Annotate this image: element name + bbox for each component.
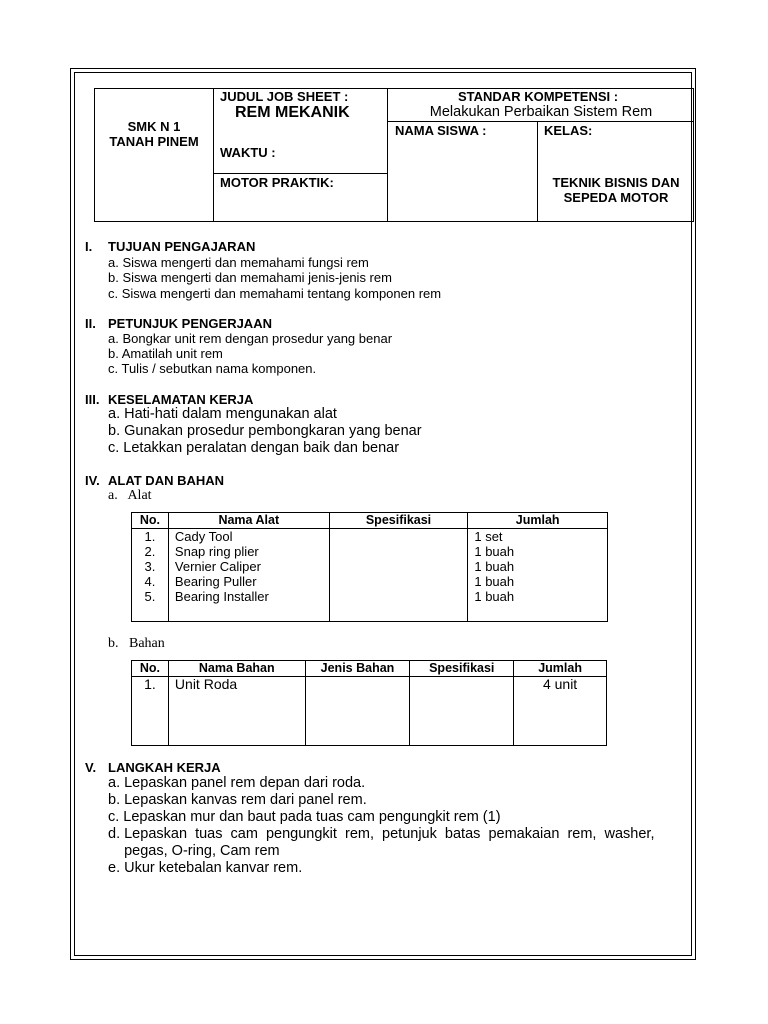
bahan-header-spesifikasi: Spesifikasi: [410, 661, 514, 677]
section-5-item: e. Ukur ketebalan kanvar rem.: [108, 860, 303, 876]
bahan-header-jumlah: Jumlah: [514, 661, 607, 677]
motor-praktik-label: MOTOR PRAKTIK:: [220, 175, 334, 190]
judul-label: JUDUL JOB SHEET :: [220, 89, 349, 104]
alat-header-spesifikasi: Spesifikasi: [329, 513, 468, 529]
alat-no-column: 1. 2. 3. 4. 5.: [132, 529, 169, 622]
alat-jumlah-column: 1 set 1 buah 1 buah 1 buah 1 buah: [468, 529, 608, 622]
section-3-number: III.: [85, 392, 100, 407]
bahan-jumlah-cell: 4 unit: [514, 677, 607, 746]
section-3-item: c. Letakkan peralatan dengan baik dan benar: [108, 440, 400, 456]
alat-nama-column: Cady Tool Snap ring plier Vernier Caliper Bearing Puller Bearing Installer: [168, 529, 329, 622]
section-1-title: TUJUAN PENGAJARAN: [108, 239, 256, 254]
bahan-table: [131, 660, 607, 746]
table-row: [132, 529, 608, 622]
section-2-title: PETUNJUK PENGERJAAN: [108, 316, 272, 331]
waktu-label: WAKTU :: [220, 145, 276, 160]
section-5-item: c. Lepaskan mur dan baut pada tuas cam pengungkit rem (1): [108, 809, 501, 825]
section-5-item-continuation: pegas, O-ring, Cam rem: [108, 843, 280, 859]
section-2-item: c. Tulis / sebutkan nama komponen.: [108, 361, 317, 376]
section-2-item: b. Amatilah unit rem: [108, 346, 223, 361]
bahan-no-cell: 1.: [132, 677, 169, 746]
alat-header-no: No.: [132, 513, 169, 529]
standar-kompetensi-label: STANDAR KOMPETENSI :: [458, 89, 619, 104]
school-name: SMK N 1 TANAH PINEM: [109, 119, 199, 149]
alat-header-jumlah: Jumlah: [468, 513, 608, 529]
nama-siswa-label: NAMA SISWA :: [395, 123, 487, 138]
judul-value: REM MEKANIK: [235, 104, 350, 121]
section-1-item: c. Siswa mengerti dan memahami tentang komponen rem: [108, 286, 442, 301]
section-1-item: b. Siswa mengerti dan memahami jenis-jenis rem: [108, 270, 392, 285]
bahan-header-nama: Nama Bahan: [168, 661, 305, 677]
section-2-number: II.: [85, 316, 96, 331]
bahan-nama-cell: Unit Roda: [168, 677, 305, 746]
bahan-label: b. Bahan: [108, 636, 165, 651]
section-5-number: V.: [85, 760, 97, 775]
kelas-label: KELAS:: [544, 123, 593, 138]
section-1-item: a. Siswa mengerti dan memahami fungsi rem: [108, 255, 369, 270]
table-row: [132, 677, 607, 746]
department-name: TEKNIK BISNIS DAN SEPEDA MOTOR: [552, 175, 680, 205]
section-3-item: a. Hati-hati dalam mengunakan alat: [108, 406, 337, 422]
section-3-title: KESELAMATAN KERJA: [108, 392, 254, 407]
section-5-item: a. Lepaskan panel rem depan dari roda.: [108, 775, 366, 791]
section-4-number: IV.: [85, 473, 100, 488]
section-1-number: I.: [85, 239, 93, 254]
section-5-item: d. Lepaskan tuas cam pengungkit rem, petunjuk batas pemakaian rem, washer,: [108, 826, 655, 842]
bahan-header-jenis: Jenis Bahan: [305, 661, 410, 677]
alat-table: [131, 512, 608, 622]
section-4-title: ALAT DAN BAHAN: [108, 473, 225, 488]
bahan-spesifikasi-cell: [410, 677, 514, 746]
standar-value: Melakukan Perbaikan Sistem Rem: [429, 104, 653, 120]
alat-label: a. Alat: [108, 488, 152, 503]
alat-header-nama: Nama Alat: [168, 513, 329, 529]
bahan-jenis-cell: [305, 677, 410, 746]
bahan-header-no: No.: [132, 661, 169, 677]
section-5-item: b. Lepaskan kanvas rem dari panel rem.: [108, 792, 367, 808]
section-2-item: a. Bongkar unit rem dengan prosedur yang benar: [108, 331, 393, 346]
alat-spesifikasi-column: [329, 529, 468, 622]
section-5-title: LANGKAH KERJA: [108, 760, 221, 775]
section-3-item: b. Gunakan prosedur pembongkaran yang benar: [108, 423, 422, 439]
